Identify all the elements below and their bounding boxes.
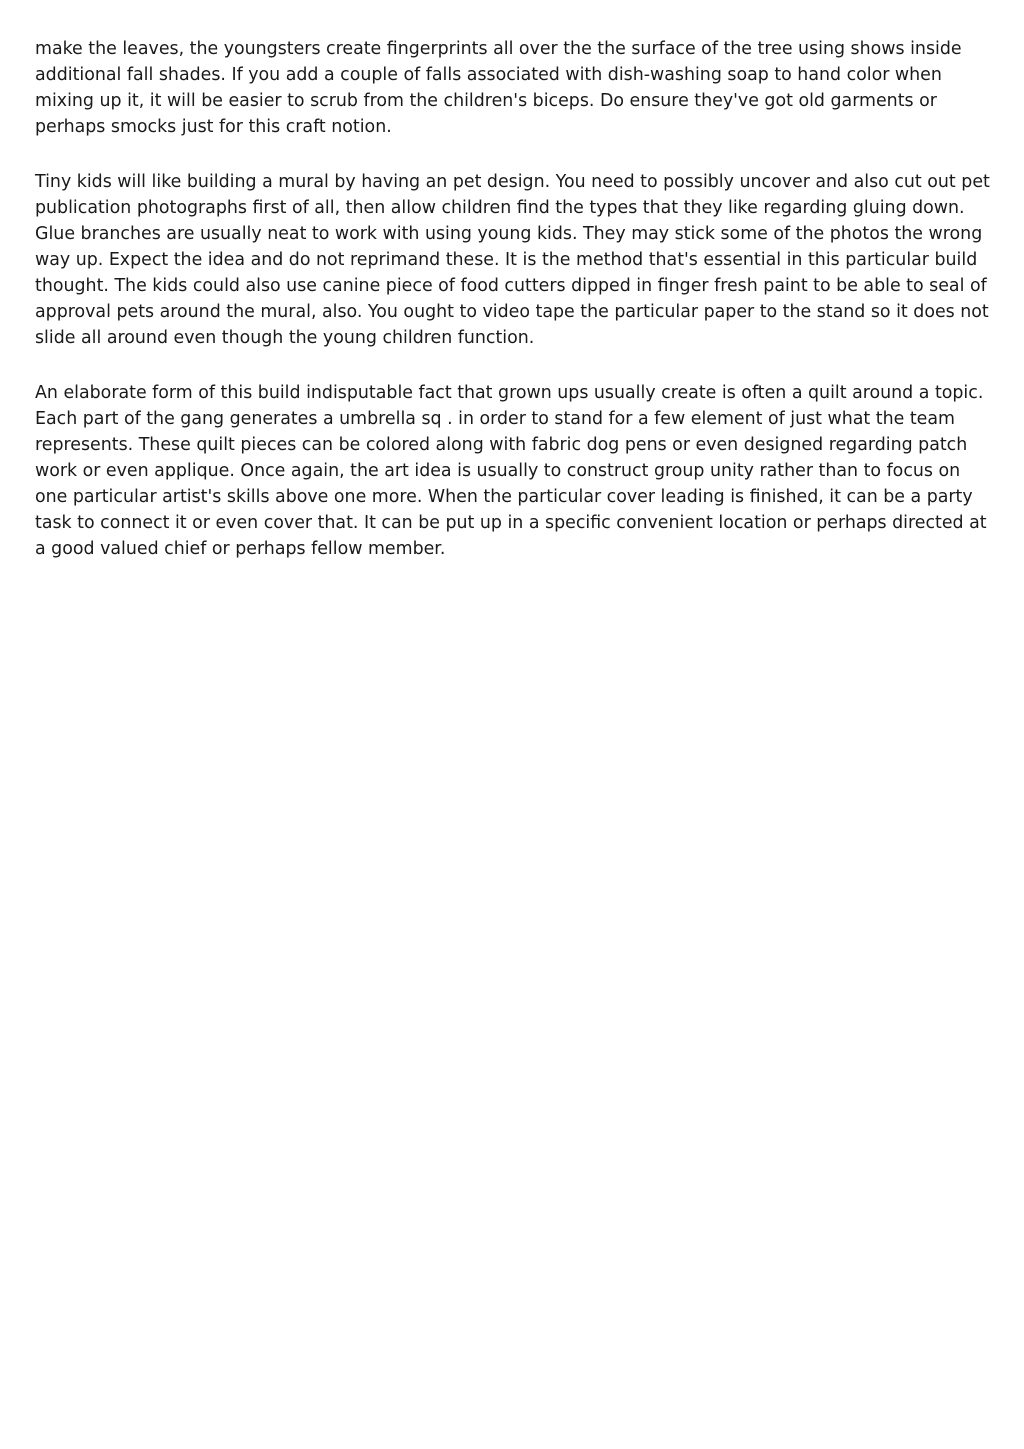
paragraph-3: An elaborate form of this build indisputable fact that grown ups usually create is often a quilt around a topic. Each part of the gang generates a umbrella sq . in order to stand for a few element of just what the team represents. These quilt pieces can be colored along with fabric dog pens or even designed regarding patch work or even applique. Once again, the art idea is usually to construct group unity rather than to focus on one particular artist's skills above one more. When the particular cover leading is finished, it can be a party task to connect it or even cover that. It can be put up in a specific convenient location or perhaps directed at a good valued chief or perhaps fellow member. — [35, 383, 987, 559]
paragraph-1: make the leaves, the youngsters create fingerprints all over the the surface of the tree using shows inside additional fall shades. If you add a couple of falls associated with dish-washing soap to hand color when mixing up it, it will be easier to scrub from the children's biceps. Do ensure they've got old garments or perhaps smocks just for this craft notion. — [35, 39, 962, 137]
paragraph-2: Tiny kids will like building a mural by having an pet design. You need to possibly uncover and also cut out pet publication photographs first of all, then allow children find the types that they like regarding gluing down. Glue branches are usually neat to work with using young kids. They may stick some of the photos the wrong way up. Expect the idea and do not reprimand these. It is the method that's essential in this particular build thought. The kids could also use canine piece of food cutters dipped in finger fresh paint to be able to seal of approval pets around the mural, also. You ought to video tape the particular paper to the stand so it does not slide all around even though the young children function. — [35, 172, 990, 348]
document-body — [35, 36, 995, 591]
